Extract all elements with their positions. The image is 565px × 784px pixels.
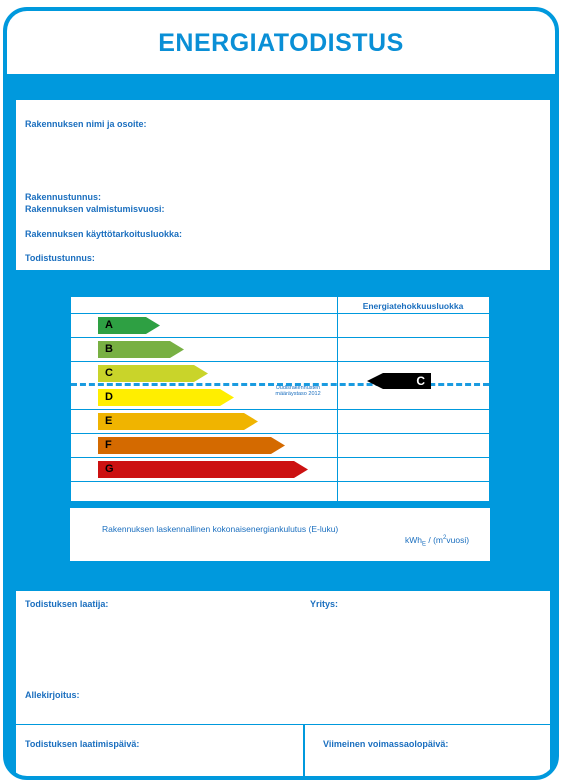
class-letter-g: G (105, 463, 114, 475)
page-title: ENERGIATODISTUS (158, 29, 404, 57)
unit-superscript: 2 (443, 535, 447, 542)
building-class-letter: C (416, 374, 425, 388)
title-section (7, 11, 555, 74)
class-letter-c: C (105, 367, 113, 379)
e-value-label: Rakennuksen laskennallinen kokonaisenergiankulutus (E-luku) (102, 524, 339, 534)
class-letter-e: E (105, 415, 113, 427)
certificate-id-label: Todistustunnus: (25, 253, 95, 263)
issue-date-label: Todistuksen laatimispäivä: (25, 739, 140, 749)
class-letter-b: B (105, 343, 113, 355)
class-arrow-a (98, 317, 160, 334)
class-arrow-b (98, 341, 184, 358)
grid-line (71, 481, 489, 482)
company-label: Yritys: (310, 599, 339, 609)
grid-line (71, 313, 489, 314)
grid-line (71, 361, 489, 362)
class-letter-a: A (105, 319, 113, 331)
grid-line (71, 433, 489, 434)
building-id-label: Rakennustunnus: (25, 192, 102, 202)
e-value-section (70, 508, 490, 561)
valid-until-label: Viimeinen voimassaolopäivä: (323, 739, 449, 749)
signature-label: Allekirjoitus: (25, 690, 80, 700)
grid-line (71, 337, 489, 338)
signing-section (16, 591, 550, 724)
energy-class-chart (70, 296, 490, 502)
grid-line (71, 409, 489, 410)
usage-class-label: Rakennuksen käyttötarkoitusluokka: (25, 229, 183, 239)
class-arrow-e (98, 413, 258, 430)
building-class-marker (367, 373, 431, 389)
class-letter-f: F (105, 439, 112, 451)
class-letter-d: D (105, 391, 113, 403)
dates-divider (303, 725, 305, 777)
column-divider (337, 297, 338, 501)
certificate-frame (3, 7, 559, 780)
unit-subscript: E (422, 541, 427, 548)
unit-end: vuosi) (446, 535, 470, 545)
class-arrow-d (98, 389, 234, 406)
energy-class-header: Energiatehokkuusluokka (362, 301, 464, 311)
dates-section (16, 724, 550, 777)
author-label: Todistuksen laatija: (25, 599, 109, 609)
e-value-unit (405, 535, 469, 548)
completion-year-label: Rakennuksen valmistumisvuosi: (25, 204, 165, 214)
building-name-address-label: Rakennuksen nimi ja osoite: (25, 119, 147, 129)
reference-level-note: Uudisrakennusten määräystaso 2012 (275, 385, 321, 397)
class-arrow-g (98, 461, 308, 478)
grid-line (71, 457, 489, 458)
class-arrow-c (98, 365, 208, 382)
class-arrow-f (98, 437, 285, 454)
unit-kwh: kWh (405, 535, 422, 545)
unit-middle: / (m (426, 535, 444, 545)
building-info-section (16, 100, 550, 270)
